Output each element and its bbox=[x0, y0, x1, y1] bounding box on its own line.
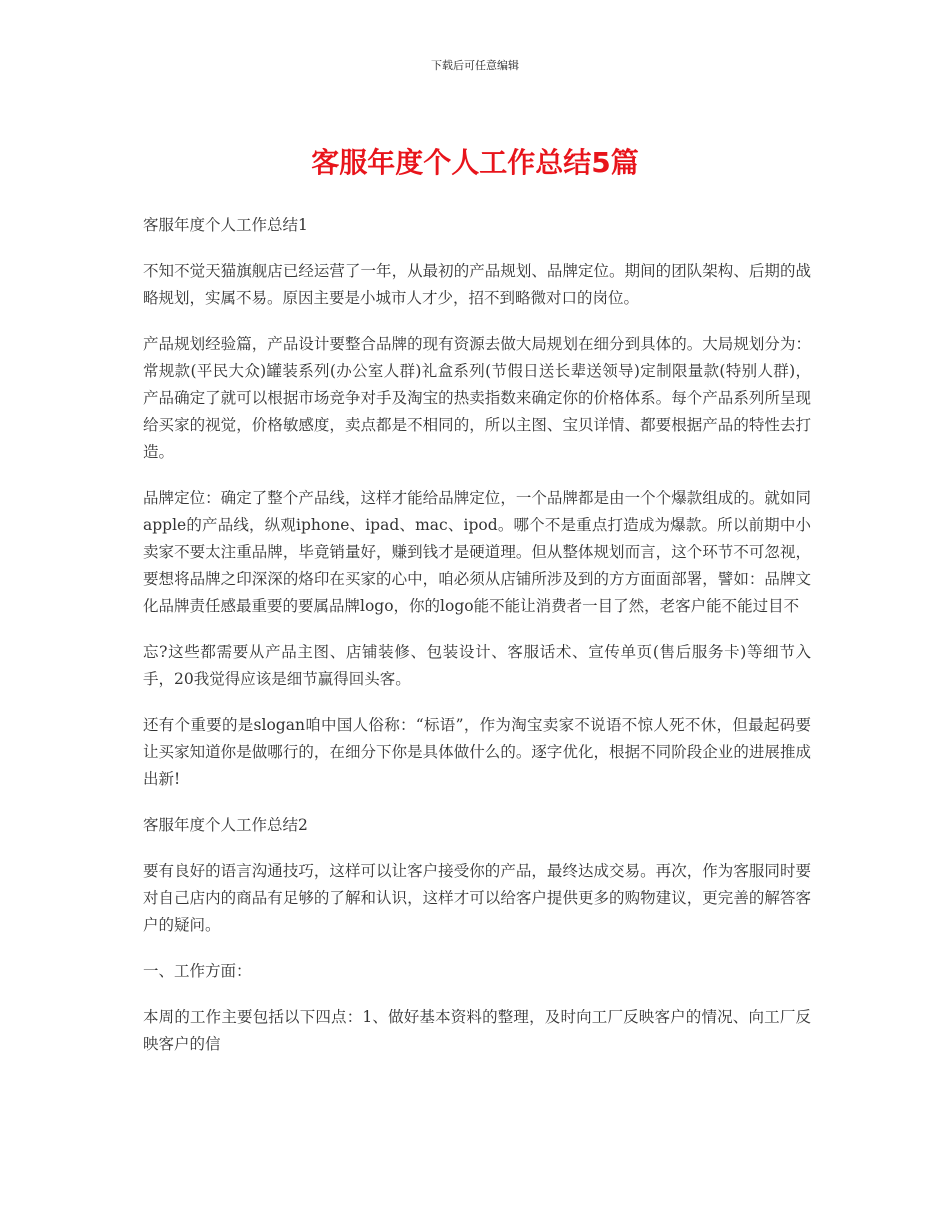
section-heading-2: 客服年度个人工作总结2 bbox=[143, 816, 308, 834]
header-note: 下载后可任意编辑 bbox=[431, 59, 519, 72]
subsection-heading: 一、工作方面： bbox=[143, 962, 252, 980]
paragraph: 品牌定位：确定了整个产品线，这样才能给品牌定位，一个品牌都是由一个个爆款组成的。就如同apple的产品线，纵观iphone、ipad、mac、ipod。哪个不是重点打造成为爆款。所以前期中小卖家不要太注重品牌，毕竟销量好，赚到钱才是硬道理。但从整体规划而言，这个环节不可忽视，要想将品牌之印深深的烙印在买家的心中，咱必须从店铺所涉及到的方方面面部署，譬如：品牌文化品牌责任感最重要的要属品牌logo，你的logo能不能让消费者一目了然，老客户能不能过目不 bbox=[143, 489, 811, 615]
paragraph: 忘?这些都需要从产品主图、店铺装修、包装设计、客服话术、宣传单页(售后服务卡)等细节入手，20我觉得应该是细节赢得回头客。 bbox=[143, 643, 811, 688]
document-title: 客服年度个人工作总结5篇 bbox=[311, 146, 639, 179]
document-body bbox=[143, 212, 811, 1077]
section-heading-1: 客服年度个人工作总结1 bbox=[143, 216, 308, 234]
paragraph: 本周的工作主要包括以下四点：1、做好基本资料的整理，及时向工厂反映客户的情况、向工厂反映客户的信 bbox=[143, 1008, 811, 1053]
paragraph: 还有个重要的是slogan咱中国人俗称：“标语”，作为淘宝卖家不说语不惊人死不休，但最起码要让买家知道你是做哪行的，在细分下你是具体做什么的。逐字优化，根据不同阶段企业的进展推成出新! bbox=[143, 716, 811, 788]
paragraph: 产品规划经验篇，产品设计要整合品牌的现有资源去做大局规划在细分到具体的。大局规划分为：常规款(平民大众)罐装系列(办公室人群)礼盒系列(节假日送长辈送领导)定制限量款(特别人群)，产品确定了就可以根据市场竞争对手及淘宝的热卖指数来确定你的价格体系。每个产品系列所呈现给买家的视觉，价格敏感度，卖点都是不相同的，所以主图、宝贝详情、都要根据产品的特性去打造。 bbox=[143, 335, 811, 461]
paragraph: 不知不觉天猫旗舰店已经运营了一年，从最初的产品规划、品牌定位。期间的团队架构、后期的战略规划，实属不易。原因主要是小城市人才少，招不到略微对口的岗位。 bbox=[143, 262, 811, 307]
paragraph: 要有良好的语言沟通技巧，这样可以让客户接受你的产品，最终达成交易。再次，作为客服同时要对自己店内的商品有足够的了解和认识，这样才可以给客户提供更多的购物建议，更完善的解答客户的疑问。 bbox=[143, 862, 811, 934]
